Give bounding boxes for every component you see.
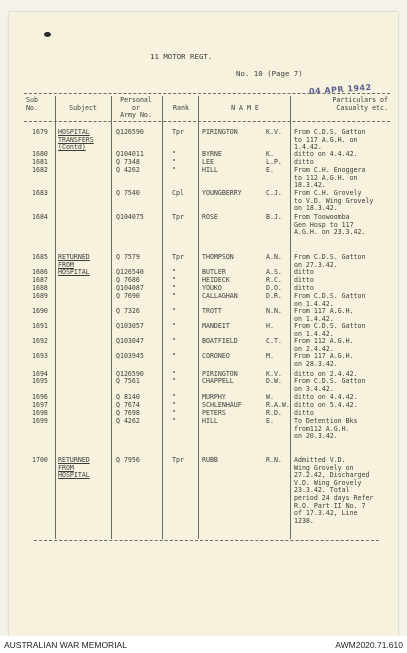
row-surname: CALLAGHAN — [202, 292, 238, 300]
row-rank: " — [172, 268, 176, 276]
row-initials: C.T. — [266, 337, 282, 345]
row-initials: R.A.W. — [266, 401, 290, 409]
row-sub-no: 1688 — [32, 284, 48, 292]
row-surname: BOATFIELD — [202, 337, 238, 345]
row-rank: Tpr — [172, 253, 184, 261]
footer-accession-number: AWM2020.71.610 — [335, 640, 403, 650]
row-army-no: Q 7540 — [116, 189, 140, 197]
row-sub-no: 1681 — [32, 158, 48, 166]
row-initials: M. — [266, 352, 274, 360]
row-surname: CORONEO — [202, 352, 230, 360]
row-particulars: From C.D.S. Gatton on 3.4.42. — [294, 377, 366, 393]
row-surname: YOUKO — [202, 284, 222, 292]
row-initials: K.V. — [266, 370, 282, 378]
row-initials: R.D. — [266, 409, 282, 417]
row-rank: " — [172, 352, 176, 360]
page-reference: No. 10 (Page 7) — [236, 69, 303, 78]
row-initials: N.N. — [266, 307, 282, 315]
table-bottom-rule — [34, 540, 379, 541]
row-surname: PIRINGTON — [202, 128, 238, 136]
row-surname: CHAPPELL — [202, 377, 234, 385]
row-army-no: Q104011 — [116, 150, 144, 158]
row-sub-no: 1693 — [32, 352, 48, 360]
row-particulars: ditto on 2.4.42. — [294, 370, 358, 378]
row-army-no: Q 4262 — [116, 417, 140, 425]
row-rank: Tpr — [172, 213, 184, 221]
row-army-no: Q 7698 — [116, 409, 140, 417]
row-surname: PIRINGTON — [202, 370, 238, 378]
row-particulars: From C.H. Grovely to V.D. Wing Grovely on 18.3.42. — [294, 189, 374, 213]
row-sub-no: 1695 — [32, 377, 48, 385]
row-particulars: ditto — [294, 284, 314, 292]
row-subject: RETURNED FROM HOSPITAL — [58, 253, 90, 277]
row-initials: B.J. — [266, 213, 282, 221]
row-initials: C.J. — [266, 189, 282, 197]
row-sub-no: 1699 — [32, 417, 48, 425]
row-surname: HILL — [202, 166, 218, 174]
column-divider — [198, 96, 199, 539]
row-particulars: ditto — [294, 158, 314, 166]
row-particulars: From Toowoomba Gen Hosp to 117 A.G.H. on 23.3.42. — [294, 213, 366, 237]
row-initials: L.P. — [266, 158, 282, 166]
footer-bar — [0, 636, 407, 653]
row-sub-no: 1691 — [32, 322, 48, 330]
row-army-no: Q104075 — [116, 213, 144, 221]
row-sub-no: 1696 — [32, 393, 48, 401]
column-divider — [111, 96, 112, 539]
row-sub-no: 1697 — [32, 401, 48, 409]
row-rank: " — [172, 150, 176, 158]
row-army-no: Q103047 — [116, 337, 144, 345]
row-surname: ROSE — [202, 213, 218, 221]
row-sub-no: 1680 — [32, 150, 48, 158]
row-army-no: Q 7686 — [116, 276, 140, 284]
row-initials: R.C. — [266, 276, 282, 284]
row-army-no: Q 7690 — [116, 292, 140, 300]
row-sub-no: 1679 — [32, 128, 48, 136]
row-subject: HOSPITAL TRANSFERS (Contd) — [58, 128, 94, 152]
row-rank: " — [172, 158, 176, 166]
header-particulars: Particulars of Casualty etc. — [332, 96, 388, 112]
row-army-no: Q 7326 — [116, 307, 140, 315]
column-divider — [162, 96, 163, 539]
row-particulars: From C.D.S. Gatton on 1.4.42. — [294, 292, 366, 308]
row-initials: E. — [266, 166, 274, 174]
row-sub-no: 1685 — [32, 253, 48, 261]
row-particulars: ditto on 4.4.42. — [294, 150, 358, 158]
row-surname: BYRNE — [202, 150, 222, 158]
row-sub-no: 1694 — [32, 370, 48, 378]
row-sub-no: 1686 — [32, 268, 48, 276]
row-sub-no: 1700 — [32, 456, 48, 464]
unit-title: 11 MOTOR REGT. — [150, 52, 213, 61]
header-name: N A M E — [231, 104, 259, 112]
row-sub-no: 1683 — [32, 189, 48, 197]
row-army-no: Q 7561 — [116, 377, 140, 385]
row-army-no: Q 7348 — [116, 158, 140, 166]
row-initials: K. — [266, 150, 274, 158]
row-initials: H. — [266, 322, 274, 330]
row-initials: A.N. — [266, 253, 282, 261]
column-divider — [290, 96, 291, 539]
row-rank: " — [172, 307, 176, 315]
row-initials: E. — [266, 417, 274, 425]
row-surname: SCHLENHAUF — [202, 401, 242, 409]
row-particulars: ditto — [294, 268, 314, 276]
row-particulars: From 112 A.G.H. on 2.4.42. — [294, 337, 354, 353]
row-surname: MANDEIT — [202, 322, 230, 330]
row-particulars: ditto on 4.4.42. — [294, 393, 358, 401]
row-army-no: Q 7956 — [116, 456, 140, 464]
row-particulars: To Detention Bks from112 A.G.H. on 20.3.42. — [294, 417, 358, 441]
row-rank: Cpl — [172, 189, 184, 197]
row-sub-no: 1692 — [32, 337, 48, 345]
row-army-no: Q104087 — [116, 284, 144, 292]
header-sub-no: Sub No. — [26, 96, 38, 112]
row-army-no: Q103057 — [116, 322, 144, 330]
row-army-no: Q 8140 — [116, 393, 140, 401]
row-surname: LEE — [202, 158, 214, 166]
row-initials: W. — [266, 393, 274, 401]
row-rank: " — [172, 417, 176, 425]
row-particulars: From 117 A.G.H. on 28.3.42. — [294, 352, 354, 368]
row-surname: MURPHY — [202, 393, 226, 401]
row-rank: Tpr — [172, 128, 184, 136]
row-surname: HEIDECK — [202, 276, 230, 284]
row-initials: K.V. — [266, 128, 282, 136]
row-army-no: Q 7674 — [116, 401, 140, 409]
row-initials: A.S. — [266, 268, 282, 276]
row-initials: R.N. — [266, 456, 282, 464]
row-sub-no: 1690 — [32, 307, 48, 315]
row-rank: " — [172, 377, 176, 385]
row-particulars: ditto — [294, 276, 314, 284]
row-army-no: Q126590 — [116, 128, 144, 136]
header-subject: Subject — [69, 104, 97, 112]
row-rank: " — [172, 276, 176, 284]
row-particulars: ditto on 5.4.42. — [294, 401, 358, 409]
row-rank: " — [172, 322, 176, 330]
row-subject: RETURNED FROM HOSPITAL — [58, 456, 90, 480]
row-particulars: Admitted V.D. Wing Grovely on 27.2.42, Discharged V.D. Wing Grovely 23.3.42. Total period 24 days Refer R.O. Part II No. 7 of 17.3.42, Line 1238. — [294, 456, 374, 525]
row-rank: " — [172, 284, 176, 292]
header-rank: Rank — [173, 104, 189, 112]
row-army-no: Q 4262 — [116, 166, 140, 174]
row-rank: " — [172, 337, 176, 345]
row-surname: THOMPSON — [202, 253, 234, 261]
row-particulars: From C.D.S. Gatton on 27.3.42. — [294, 253, 366, 269]
header-personal-no: Personal or Army No. — [120, 96, 152, 120]
row-initials: D.R. — [266, 292, 282, 300]
header-top-rule — [24, 93, 390, 94]
row-surname: HILL — [202, 417, 218, 425]
row-sub-no: 1682 — [32, 166, 48, 174]
row-sub-no: 1689 — [32, 292, 48, 300]
row-surname: PETERS — [202, 409, 226, 417]
row-rank: " — [172, 401, 176, 409]
row-sub-no: 1698 — [32, 409, 48, 417]
row-particulars: From 117 A.G.H. on 1.4.42. — [294, 307, 354, 323]
row-surname: TROTT — [202, 307, 222, 315]
header-bottom-rule — [24, 121, 390, 122]
row-army-no: Q103945 — [116, 352, 144, 360]
row-surname: RUBB — [202, 456, 218, 464]
row-initials: D.W. — [266, 377, 282, 385]
row-sub-no: 1687 — [32, 276, 48, 284]
column-divider — [55, 96, 56, 539]
row-particulars: ditto — [294, 409, 314, 417]
row-rank: " — [172, 409, 176, 417]
row-surname: BUTLER — [202, 268, 226, 276]
row-rank: Tpr — [172, 456, 184, 464]
row-particulars: From C.D.S. Gatton to 117 A.G.H. on 1.4.42. — [294, 128, 366, 152]
row-sub-no: 1684 — [32, 213, 48, 221]
row-particulars: From C.H. Enoggera to 112 A.G.H. on 18.3.42. — [294, 166, 366, 190]
row-army-no: Q126590 — [116, 370, 144, 378]
row-rank: " — [172, 166, 176, 174]
row-rank: " — [172, 393, 176, 401]
row-particulars: From C.D.S. Gatton on 1.4.42. — [294, 322, 366, 338]
row-surname: YOUNGBERRY — [202, 189, 242, 197]
row-army-no: Q 7579 — [116, 253, 140, 261]
row-rank: " — [172, 292, 176, 300]
date-stamp: 04 APR 1942 — [308, 82, 372, 97]
footer-institution: AUSTRALIAN WAR MEMORIAL — [4, 640, 127, 650]
row-initials: D.O. — [266, 284, 282, 292]
punch-hole — [44, 32, 51, 37]
row-army-no: Q126540 — [116, 268, 144, 276]
row-rank: " — [172, 370, 176, 378]
